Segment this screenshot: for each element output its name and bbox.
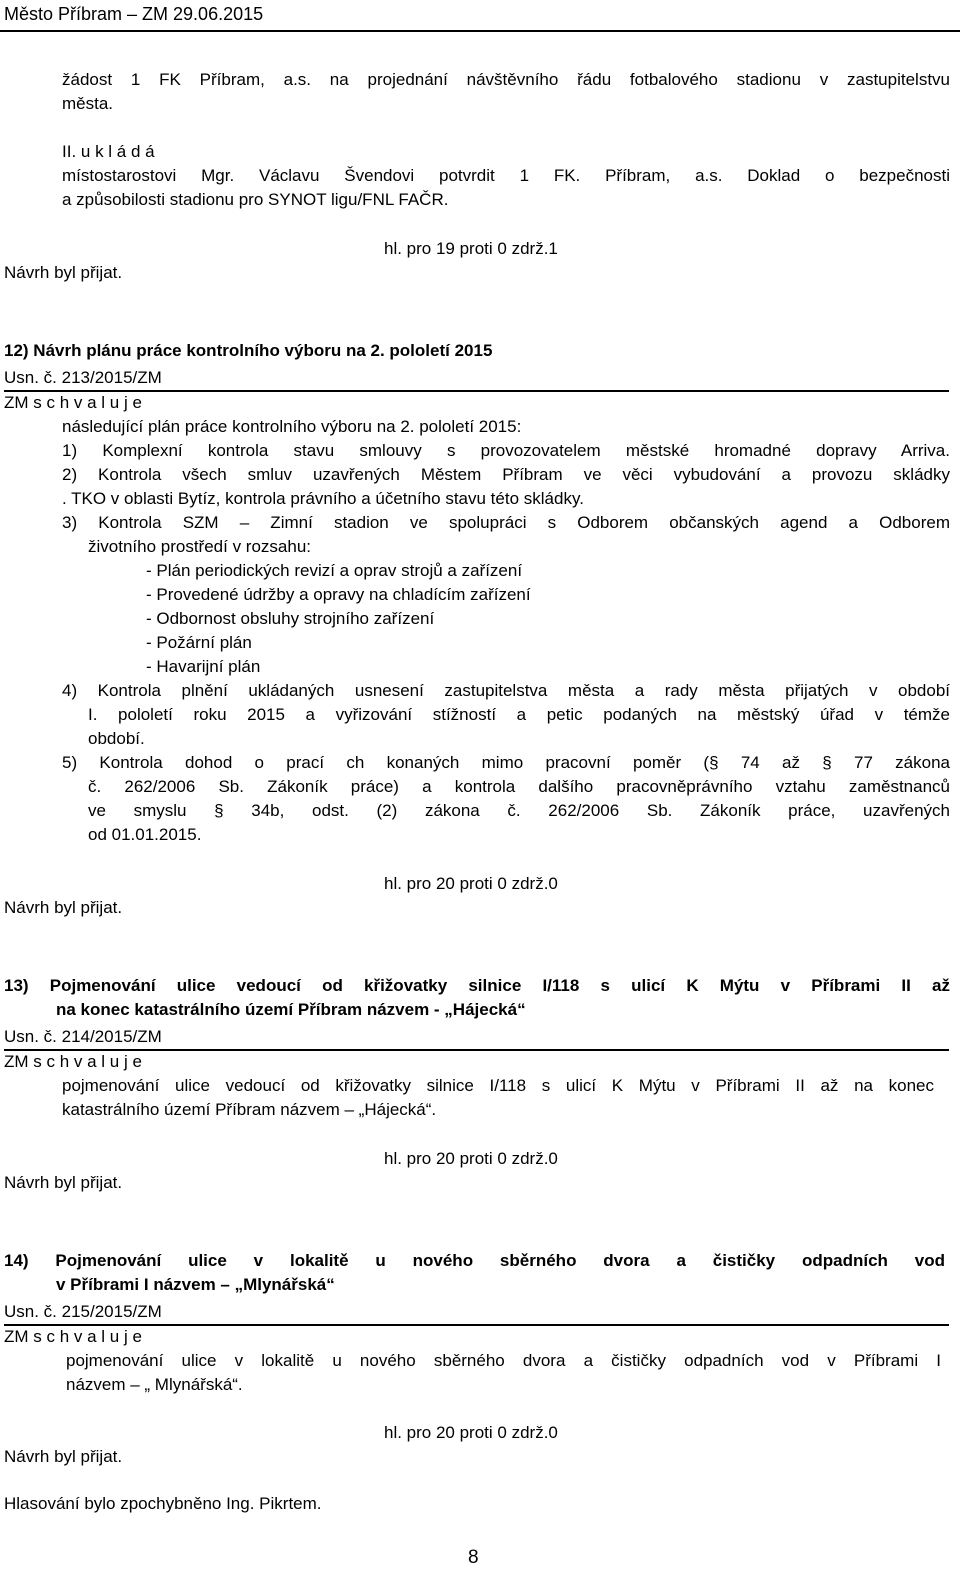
item13-heading-line2: na konec katastrálního území Příbram názvem - „Hájecká“ [56, 1000, 526, 1019]
item14-result: Návrh byl přijat. [4, 1447, 123, 1466]
item11-result: Návrh byl přijat. [4, 263, 123, 282]
item11-text-line2: města. [62, 94, 114, 113]
item11-text-line1: žádost 1 FK Příbram, a.s. na projednání návštěvního řádu fotbalového stadionu v zastupitelstvu [62, 70, 950, 89]
item12-sub1: - Plán periodických revizí a oprav strojů a zařízení [146, 561, 523, 580]
item12-point5c: ve smyslu § 34b, odst. (2) zákona č. 262/2006 Sb. Zákoník práce, uzavřených [88, 801, 950, 820]
page-number: 8 [468, 1547, 479, 1568]
item12-point3b: životního prostředí v rozsahu: [88, 537, 312, 556]
item12-point4b: I. pololetí roku 2015 a vyřizování stížností a petic podaných na městský úřad v témže [88, 705, 950, 724]
item12-sub5: - Havarijní plán [146, 657, 261, 676]
item11-ukl: II. u k l á d á [62, 142, 155, 161]
item14-schvaluje: ZM s c h v a l u j e [4, 1327, 142, 1346]
item11-ukl-text2: a způsobilosti stadionu pro SYNOT ligu/FNL FAČR. [62, 190, 449, 209]
item12-usn: Usn. č. 213/2015/ZM [4, 368, 162, 387]
item11-ukl-text1: místostarostovi Mgr. Václavu Švendovi potvrdit 1 FK. Příbram, a.s. Doklad o bezpečnosti [62, 166, 950, 185]
item12-point3a: 3) Kontrola SZM – Zimní stadion ve spolupráci s Odborem občanských agend a Odborem [62, 513, 950, 532]
item14-note: Hlasování bylo zpochybněno Ing. Pikrtem. [4, 1494, 322, 1513]
item13-schvaluje: ZM s c h v a l u j e [4, 1052, 142, 1071]
item14-heading-line2: v Příbrami I názvem – „Mlynářská“ [56, 1275, 335, 1294]
item12-schvaluje: ZM s c h v a l u j e [4, 393, 142, 412]
item12-result: Návrh byl přijat. [4, 898, 123, 917]
item12-point4c: období. [88, 729, 145, 748]
item12-point5d: od 01.01.2015. [88, 825, 202, 844]
item14-usn: Usn. č. 215/2015/ZM [4, 1302, 162, 1321]
item14-text-line2: názvem – „ Mlynářská“. [66, 1375, 243, 1394]
item12-point1: 1) Komplexní kontrola stavu smlouvy s provozovatelem městské hromadné dopravy Arriva. [62, 441, 950, 460]
item13-text-line1: pojmenování ulice vedoucí od křižovatky silnice I/118 s ulicí K Mýtu v Příbrami II až na konec [62, 1076, 934, 1095]
item12-sub4: - Požární plán [146, 633, 252, 652]
item13-result: Návrh byl přijat. [4, 1173, 123, 1192]
item14-text-line1: pojmenování ulice v lokalitě u nového sběrného dvora a čističky odpadních vod v Příbrami I [66, 1351, 941, 1370]
item12-sub2: - Provedené údržby a opravy na chladícím zařízení [146, 585, 531, 604]
item12-vote: hl. pro 20 proti 0 zdrž.0 [384, 874, 558, 893]
item13-usn: Usn. č. 214/2015/ZM [4, 1027, 162, 1046]
item12-point2b: . TKO v oblasti Bytíz, kontrola právního a účetního stavu této skládky. [62, 489, 584, 508]
item12-point2a: 2) Kontrola všech smluv uzavřených Městem Příbram ve věci vybudování a provozu skládky [62, 465, 950, 484]
header-rule [0, 30, 960, 32]
item11-vote: hl. pro 19 proti 0 zdrž.1 [384, 239, 558, 258]
item12-heading: 12) Návrh plánu práce kontrolního výboru na 2. pololetí 2015 [4, 341, 493, 360]
item13-text-line2: katastrálního území Příbram názvem – „Hájecká“. [62, 1100, 437, 1119]
item12-point5b: č. 262/2006 Sb. Zákoník práce) a kontrola dalšího pracovněprávního vztahu zaměstnanců [88, 777, 950, 796]
item13-vote: hl. pro 20 proti 0 zdrž.0 [384, 1149, 558, 1168]
item12-point4a: 4) Kontrola plnění ukládaných usnesení zastupitelstva města a rady města přijatých v období [62, 681, 950, 700]
item14-heading-line1: 14) Pojmenování ulice v lokalitě u nového sběrného dvora a čističky odpadních vod [4, 1251, 945, 1270]
item12-intro: následující plán práce kontrolního výboru na 2. pololetí 2015: [62, 417, 522, 436]
item12-rule [4, 390, 949, 392]
item14-rule [4, 1324, 949, 1326]
item13-rule [4, 1049, 949, 1051]
item12-point5a: 5) Kontrola dohod o prací ch konaných mimo pracovní poměr (§ 74 až § 77 zákona [62, 753, 950, 772]
page-header-title: Město Příbram – ZM 29.06.2015 [4, 4, 264, 24]
item14-vote: hl. pro 20 proti 0 zdrž.0 [384, 1423, 558, 1442]
item12-sub3: - Odbornost obsluhy strojního zařízení [146, 609, 435, 628]
item13-heading-line1: 13) Pojmenování ulice vedoucí od křižovatky silnice I/118 s ulicí K Mýtu v Příbrami II až [4, 976, 950, 995]
